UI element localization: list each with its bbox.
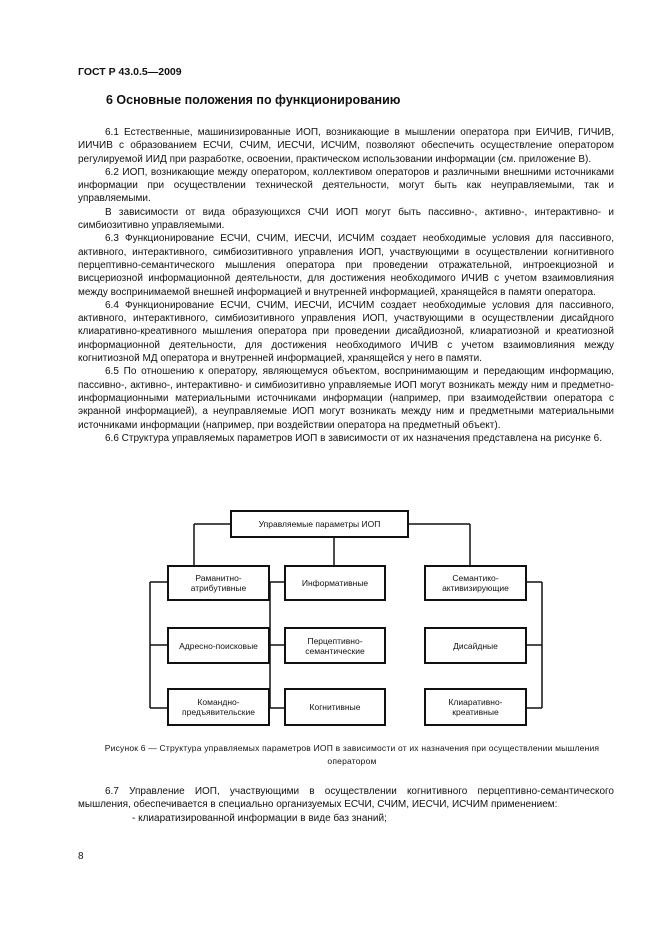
- paragraph-6-3: 6.3 Функционирование ЕСЧИ, СЧИМ, ИЕСЧИ, ИСЧИМ создает необходимые условия для пассивного, активного, интерактивного, симбиозитивного управления ИОП, участвующими в осуществлении когнитивного перцептивно-семантического мышления оператора при проведении отражательной, интроекциозной и висцериозной информационной деятельности, для достижения необходимого ИЧИВ с учетом взаимовлияния между воспринимаемой внешней информацией и внутренней информацией, хранящейся в памяти оператора.: [78, 233, 614, 298]
- diagram-box-middle-2: Перцептивно-семантические: [284, 627, 386, 664]
- diagram-box-middle-1: Информативные: [284, 565, 386, 601]
- page-number: 8: [78, 851, 84, 862]
- paragraph-6-2: 6.2 ИОП, возникающие между оператором, коллективом операторов и различными внешними источниками информации при осуществлении технической деятельности, могут быть как неуправляемыми, так и управляемыми.: [78, 166, 614, 205]
- paragraph-6-4: 6.4 Функционирование ЕСЧИ, СЧИМ, ИЕСЧИ, ИСЧИМ создает необходимые условия для пассивного, активного, интерактивного, симбиозитивного управления ИОП, участвующими в осуществлении дисайдного клиаративно-креативного мышления оператора при проведении дисайдиозной, клиаратиозной и креатиозной информационной деятельности, для достижения необходимого ИЧИВ с учетом взаимовлияния между когнитиозной МД оператора и внутренней информацией, хранящейся у него в памяти.: [78, 299, 614, 365]
- paragraph-6-6: 6.6 Структура управляемых параметров ИОП в зависимости от их назначения представлена на рисунке 6.: [105, 432, 602, 444]
- figure-caption: Рисунок 6 — Структура управляемых параметров ИОП в зависимости от их назначения при осуществлении мышления оператором: [104, 743, 600, 766]
- diagram-box-right-2: Дисайдные: [424, 627, 527, 664]
- body-text-bottom: [78, 785, 614, 825]
- list-item: - клиаратизированной информации в виде баз знаний;: [132, 812, 387, 824]
- paragraph-6-7: 6.7 Управление ИОП, участвующими в осуществлении когнитивного перцептивно-семантического мышления, обеспечивается в специально организуемых ЕСЧИ, СЧИМ, ИЕСЧИ, ИСЧИМ применением:: [78, 786, 614, 811]
- diagram-box-left-3: Командно-предъявительские: [167, 688, 270, 726]
- document-header: ГОСТ Р 43.0.5—2009: [78, 66, 182, 78]
- section-title: 6 Основные положения по функционированию: [106, 93, 401, 107]
- diagram-root-box: Управляемые параметры ИОП: [230, 510, 409, 538]
- body-text-top: [78, 126, 614, 445]
- paragraph-6-5: 6.5 По отношению к оператору, являющемуся объектом, воспринимающим и передающим информацию, пассивно-, активно-, интерактивно- и симбиозитивно управляемые ИОП могут возникать между ним и предметно-информационными материальными источниками информации (например, при взаимодействии оператора с экранной информацией), а неуправляемые ИОП могут возникать между ним и предметными материальными источниками информации (например, при воздействии оператора на предметный объект).: [78, 366, 614, 431]
- diagram-box-right-3: Клиаративно-креативные: [424, 688, 527, 726]
- diagram-box-left-1: Раманитно-атрибутивные: [167, 565, 270, 601]
- paragraph-6-2-cont: В зависимости от вида образующихся СЧИ ИОП могут быть пассивно-, активно-, интерактивно- и симбиозитивно управляемыми.: [78, 206, 614, 232]
- diagram-box-left-2: Адресно-поисковые: [167, 627, 270, 664]
- diagram-box-right-1: Семантико-активизирующие: [424, 565, 527, 601]
- diagram-box-middle-3: Когнитивные: [284, 688, 386, 726]
- paragraph-6-1: 6.1 Естественные, машинизированные ИОП, возникающие в мышлении оператора при ЕИЧИВ, ГИЧИВ, ИИЧИВ с образованием ЕСЧИ, СЧИМ, ИЕСЧИ, ИСЧИМ, позволяют обеспечить осуществление оператором регулируемой ИИД при разработке, освоении, практическом использовании информации (см. приложение В).: [78, 127, 614, 165]
